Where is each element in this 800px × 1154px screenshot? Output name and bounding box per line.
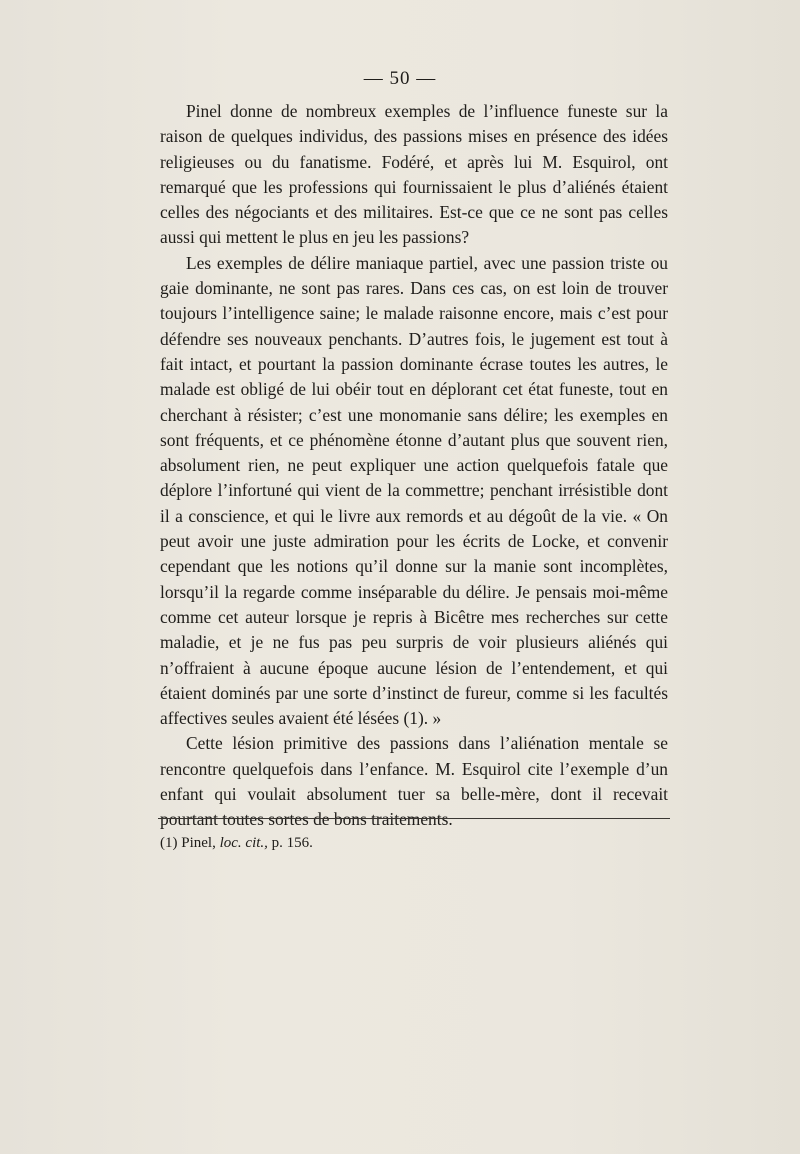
footnote (160, 833, 668, 853)
footnote-author: Pinel, (181, 835, 216, 851)
paragraph-3: Cette lésion primitive des passions dans l’aliénation mentale se rencontre quelquefois dans l’enfance. M. Esquirol cite l’exemple d’un enfant qui voulait absolument tuer sa belle-mère, dont il recevait pourtant toutes sortes de bons traitements. (160, 733, 668, 830)
page-number: — 50 — (363, 68, 437, 89)
footnote-separator (158, 818, 670, 819)
paragraph-1: Pinel donne de nombreux exemples de l’influence funeste sur la raison de quelques individus, des passions mises en présence des idées religieuses ou du fanatisme. Fodéré, et après lui M. Esquirol, ont remarqué que les professions qui fournissaient le plus d’aliénés étaient celles des négociants et des militaires. Est-ce que ce ne sont pas celles aussi qui mettent le plus en jeu les passions? (160, 101, 668, 248)
footnote-marker: (1) (160, 835, 178, 851)
body-text (160, 99, 668, 833)
footnote-reference: loc. cit., (219, 835, 268, 851)
paragraph-2: Les exemples de délire maniaque partiel, avec une passion triste ou gaie dominante, ne sont pas rares. Dans ces cas, on est loin de trouver toujours l’intelligence saine; le malade raisonne encore, mais c’est pour défendre ses nouveaux penchants. D’autres fois, le jugement est tout à fait intact, et pourtant la passion dominante écrase toutes les autres, le malade est obligé de lui obéir tout en déplorant cet état funeste, tout en cherchant à résister; c’est une monomanie sans délire; les exemples en sont fréquents, et ce phénomène étonne d’autant plus que souvent rien, absolument rien, ne peut expliquer une action quelquefois fatale que déplore l’infortuné qui vient de la commettre; penchant irrésistible dont il a conscience, et qui le livre aux remords et au dégoût de la vie. « On peut avoir une juste admiration pour les écrits de Locke, et convenir cependant que les notions qu’il donne sur la manie sont incomplètes, lorsqu’il la regarde comme inséparable du délire. Je pensais moi-même comme cet auteur lorsque je repris à Bicêtre mes recherches sur cette maladie, et je ne fus pas peu surpris de voir plusieurs aliénés qui n’offraient à aucune époque aucune lésion de l’entendement, et qui étaient dominés par une sorte d’instinct de fureur, comme si les facultés affectives seules avaient été lésées (1). » (160, 252, 668, 729)
footnote-page: p. 156. (271, 835, 313, 851)
